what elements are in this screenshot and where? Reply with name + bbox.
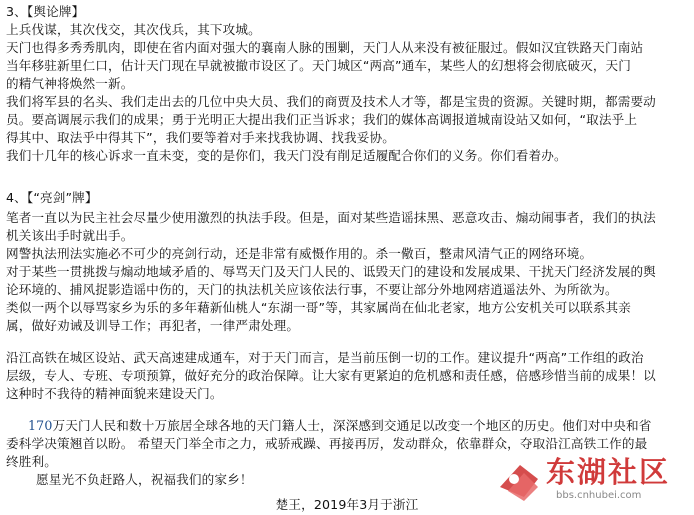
watermark-title: 东湖社区	[546, 455, 671, 489]
paragraph-line: 当年移驻新里仁口，估计天门现在早就被撤市设区了。天门城区“两高”通车，某些人的幻想将会彻底破灭，天门	[6, 58, 632, 73]
paragraph-line: 论环境的、捕风捉影造谣中伤的，天门的执法机关应该依法行事，不要让部分外地网痞逍遥法外、为所欲为。	[6, 282, 618, 297]
paragraph-line: 类似一两个以辱骂家乡为乐的多年藉新仙桃人“东湖一哥”等，其家属尚在仙北老家，地方公安机关可以联系其亲	[6, 300, 632, 315]
watermark-url: bbs.cnhubei.com	[556, 490, 642, 501]
paragraph-line: 网警执法刑法实施必不可少的亮剑行动，还是非常有威慑作用的。杀一儆百，整肃风清气正的网络环境。	[6, 246, 593, 261]
site-watermark	[494, 455, 684, 507]
closing-wish: 愿星光不负赶路人，祝福我们的家乡！	[36, 472, 253, 487]
paragraph-line: 得其中、取法乎中得其下”，我们要等着对手来找我协调、找我妥协。	[6, 130, 395, 145]
paragraph-line: 终胜利。	[6, 454, 57, 469]
paragraph-line: 天门也得多秀秀肌肉，即使在省内面对强大的襄南人脉的围剿，天门人从来没有被征服过。假如汉宜铁路天门南站	[6, 40, 644, 55]
paragraph-line: 这种时不我待的精神面貌来建设天门。	[6, 386, 223, 401]
paragraph-line: 的精气神将焕然一新。	[6, 76, 134, 91]
signature: 楚王，2019年3月于浙江	[275, 497, 419, 512]
paragraph-line: 对于某些一贯挑拨与煽动地域矛盾的、辱骂天门及天门人民的、诋毁天门的建设和发展成果、干扰天门经济发展的舆	[6, 264, 656, 279]
paragraph-line: 沿江高铁在城区设站、武天高速建成通车，对于天门而言，是当前压倒一切的工作。建议提升“两高”工作组的政治	[6, 350, 644, 365]
section-4-heading: 4、【“亮剑”牌】	[6, 190, 98, 205]
lake-logo-icon	[494, 457, 546, 503]
paragraph-line: 机关该出手时就出手。	[6, 228, 134, 243]
paragraph-line: 属，做好劝诫及训导工作；再犯者，一律严肃处理。	[6, 318, 300, 333]
paragraph-line: 委科学决策翘首以盼。 希望天门举全市之力，戒骄戒躁、再接再厉，发动群众，依靠群众，夺取沿江高铁工作的最	[6, 436, 648, 451]
population-number: 170	[28, 418, 53, 433]
paragraph-line: 笔者一直以为民主社会尽量少使用激烈的执法手段。但是，面对某些造谣抹黑、恶意攻击、煽动闹事者，我们的执法	[6, 210, 656, 225]
paragraph-line: 上兵伐谋，其次伐交，其次伐兵，其下攻城。	[6, 22, 261, 37]
paragraph-text: 万天门人民和数十万旅居全球各地的天门籍人士，深深感到交通足以改变一个地区的历史。他们对中央和省	[52, 418, 652, 433]
paragraph-line: 我们十几年的核心诉求一直未变，变的是你们，我天门没有削足适履配合你们的义务。你们看着办。	[6, 148, 567, 163]
paragraph-line: 层级，专人、专班、专项预算，做好充分的政治保障。让大家有更紧迫的危机感和责任感，倍感珍惜当前的成果！以	[6, 368, 656, 383]
paragraph-line: 我们将军县的名头、我们走出去的几位中央大员、我们的商贾及技术人才等，都是宝贵的资源。关键时期，都需要动	[6, 94, 656, 109]
section-3-heading: 3、【舆论牌】	[6, 4, 85, 19]
paragraph-line-first	[28, 417, 688, 435]
paragraph-line: 员。要高调展示我们的成果；勇于光明正大提出我们正当诉求；我们的媒体高调报道城南设站又如何，“取法乎上	[6, 112, 638, 127]
